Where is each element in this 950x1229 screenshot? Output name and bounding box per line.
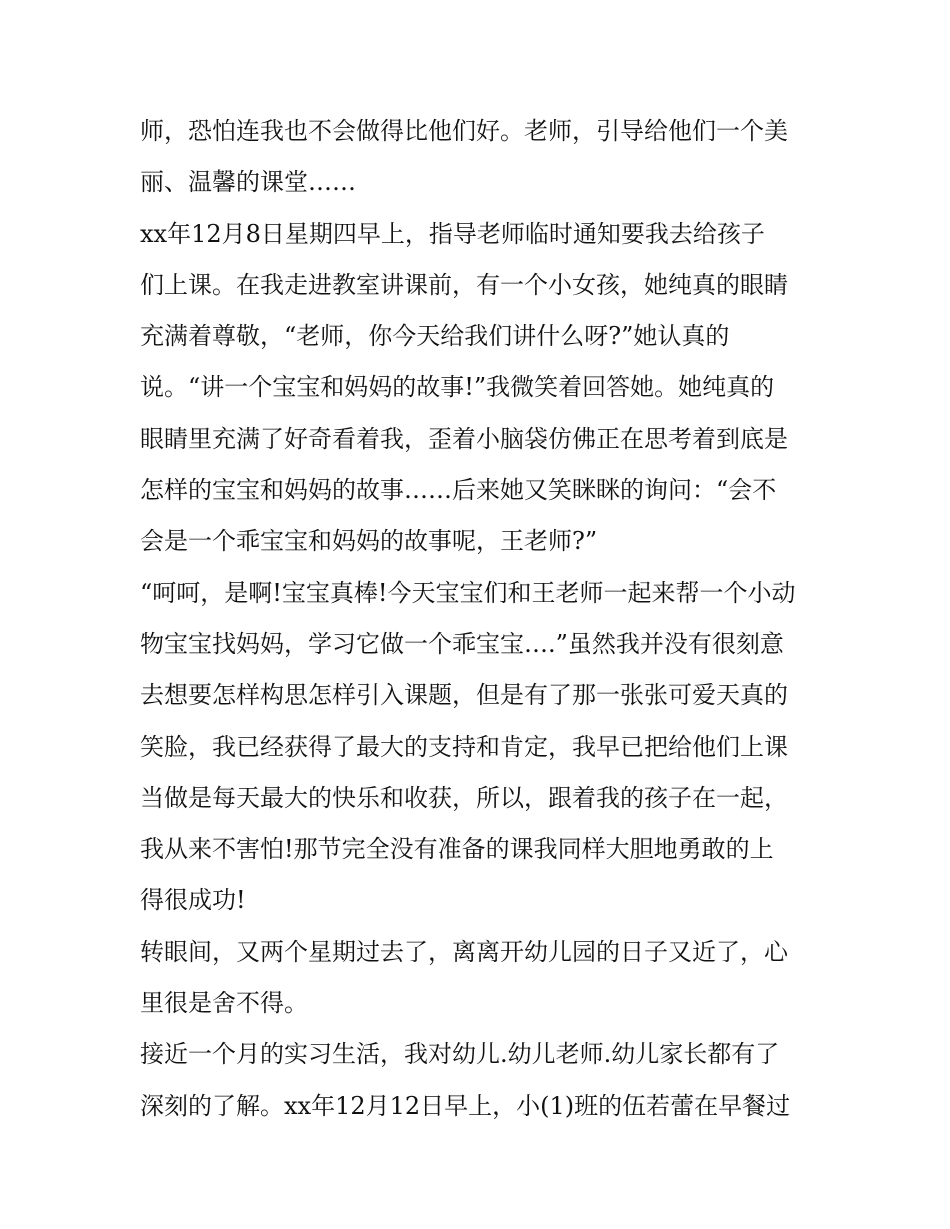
text-line: 去想要怎样构思怎样引入课题，但是有了那一张张可爱天真的 (140, 681, 788, 710)
text-line: “呵呵，是啊!宝宝真棒!今天宝宝们和王老师一起来帮一个小动 (140, 578, 796, 607)
body-text (140, 106, 820, 1132)
text-line: 得很成功! (140, 886, 246, 915)
text-line: 怎样的宝宝和妈妈的故事……后来她又笑眯眯的询问：“会不 (140, 476, 777, 505)
text-line: 会是一个乖宝宝和妈妈的故事呢，王老师?” (140, 527, 598, 556)
text-line: 说。“讲一个宝宝和妈妈的故事!”我微笑着回答她。她纯真的 (140, 373, 775, 402)
text-line: 当做是每天最大的快乐和收获，所以，跟着我的孩子在一起， (140, 783, 788, 812)
text-line: 深刻的了解。xx年12月12日早上，小(1)班的伍若蕾在早餐过 (140, 1091, 791, 1120)
text-line: 们上课。在我走进教室讲课前，有一个小女孩，她纯真的眼睛 (140, 270, 788, 299)
text-line: 物宝宝找妈妈，学习它做一个乖宝宝….”虽然我并没有很刻意 (140, 629, 784, 658)
text-line: xx年12月8日星期四早上，指导老师临时通知要我去给孩子 (140, 219, 765, 248)
text-line: 我从来不害怕!那节完全没有准备的课我同样大胆地勇敢的上 (140, 835, 774, 864)
text-line: 笑脸，我已经获得了最大的支持和肯定，我早已把给他们上课 (140, 732, 788, 761)
text-line: 充满着尊敬，“老师，你今天给我们讲什么呀?”她认真的 (140, 322, 730, 351)
text-line: 里很是舍不得。 (140, 989, 308, 1018)
text-line: 转眼间，又两个星期过去了，离离开幼儿园的日子又近了，心 (140, 937, 788, 966)
text-line: 接近一个月的实习生活，我对幼儿.幼儿老师.幼儿家长都有了 (140, 1040, 780, 1069)
text-line: 眼睛里充满了好奇看着我，歪着小脑袋仿佛正在思考着到底是 (140, 424, 788, 453)
text-line: 丽、温馨的课堂…… (140, 168, 356, 197)
text-line: 师，恐怕连我也不会做得比他们好。老师，引导给他们一个美 (140, 117, 788, 145)
